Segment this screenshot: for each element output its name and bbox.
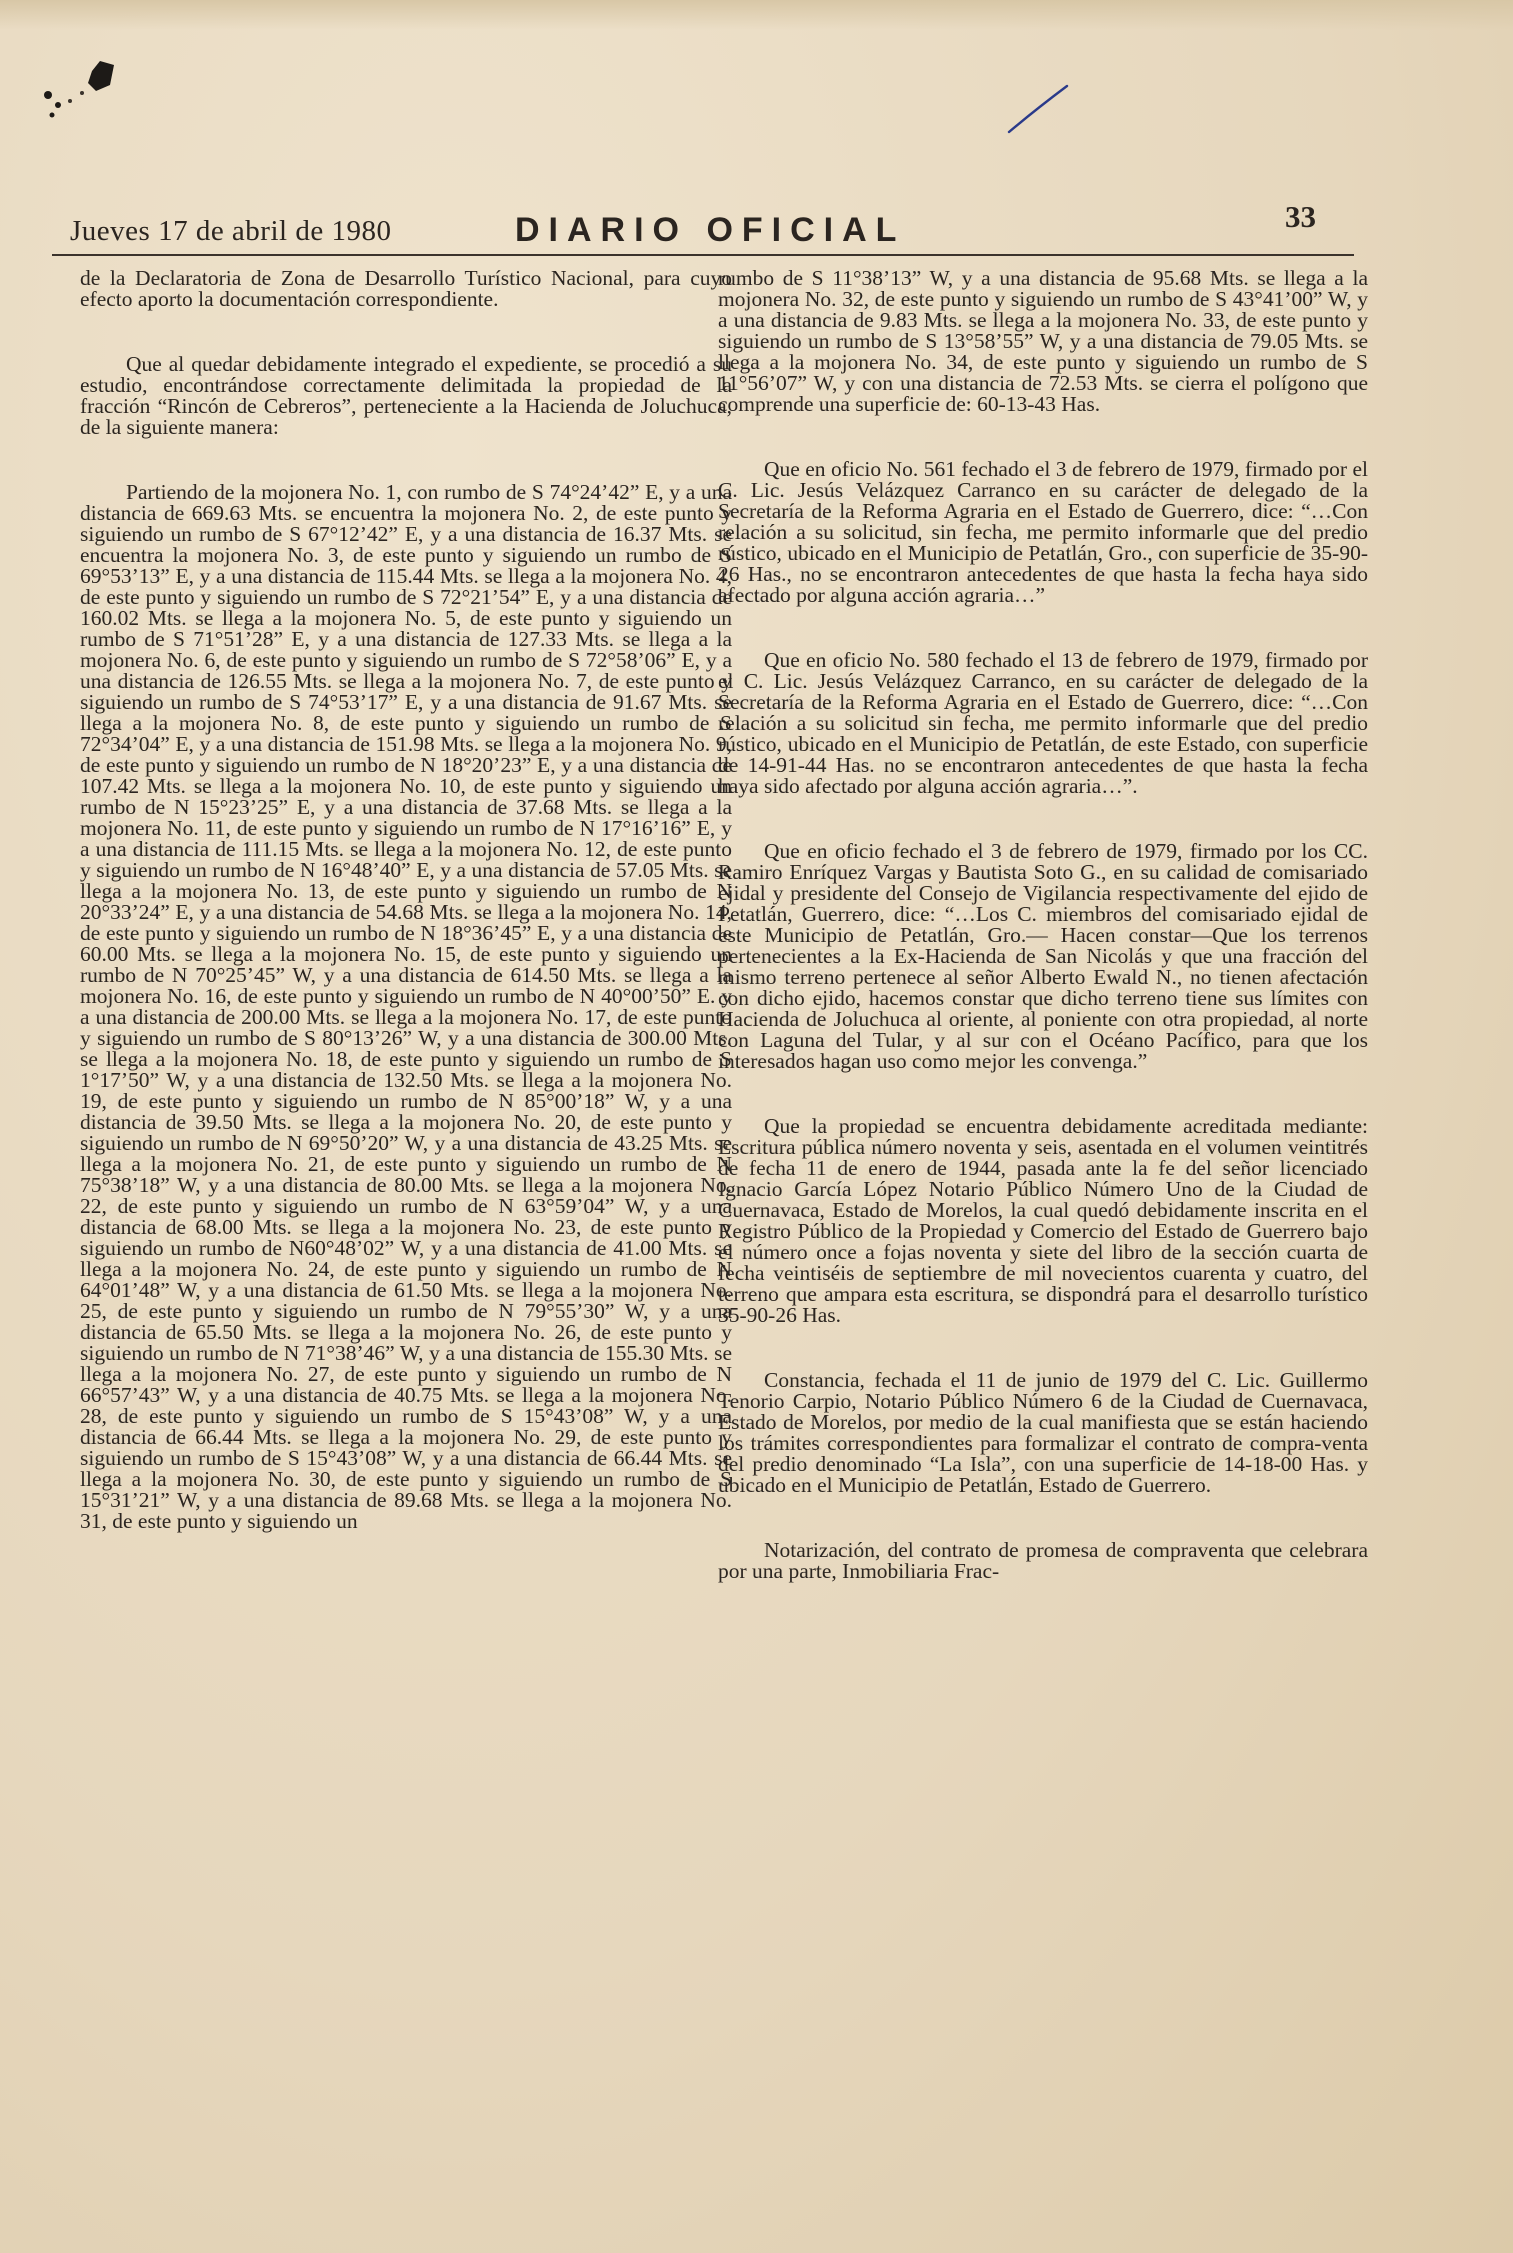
paragraph: Que en oficio No. 580 fechado el 13 de febrero de 1979, firmado por el C. Lic. Jesús Velázquez Carranco, en su carácter de delegado de la Secretaría de la Reforma Agraria en el Estado de Guerrero, dice: “…Con relación a su solicitud sin fecha, me permito informarle que del predio rústico, ubicado en el Municipio de Petatlán, de este Estado, con superficie de 14-91-44 Has. no se encontraron antecedentes de que hasta la fecha haya sido afectado por alguna acción agraria…”. xyxy=(718,648,1368,798)
page-edge xyxy=(0,0,1513,30)
ink-blot-mark xyxy=(30,55,140,135)
paragraph: Que en oficio No. 561 fechado el 3 de febrero de 1979, firmado por el C. Lic. Jesús Velázquez Carranco en su carácter de delegado de la Secretaría de la Reforma Agraria en el Estado de Guerrero, dice: “…Con relación a su solicitud, sin fecha, me permito informarle que del predio rústico, ubicado en el Municipio de Petatlán, Gro., con superficie de 35-90-26 Has., no se encontraron antecedentes de que hasta la fecha haya sido afectado por alguna acción agraria…” xyxy=(718,457,1368,607)
header-date: Jueves 17 de abril de 1980 xyxy=(70,215,392,247)
paragraph: Partiendo de la mojonera No. 1, con rumbo de S 74°24’42” E, y a una distancia de 669.63 Mts. se encuentra la mojonera No. 2, de este punto y siguiendo un rumbo de S 67°12’42” E, y a una distancia de 16.37 Mts. se encuentra la mojonera No. 3, de este punto y siguiendo un rumbo de S 69°53’13” E, y a una distancia de 115.44 Mts. se llega a la mojonera No. 4, de este punto y siguiendo un rumbo de S 72°21’54” E, y a una distancia de 160.02 Mts. se llega a la mojonera No. 5, de este punto y siguiendo un rumbo de S 71°51’28” E, y a una distancia de 127.33 Mts. se llega a la mojonera No. 6, de este punto y siguiendo un rumbo de S 72°58’06” E, y a una distancia de 126.55 Mts. se llega a la mojonera No. 7, de este punto y siguiendo un rumbo de S 74°53’17” E, y a una distancia de 91.67 Mts. se llega a la mojonera No. 8, de este punto y siguiendo un rumbo de S 72°34’04” E, y a una distancia de 151.98 Mts. se llega a la mojonera No. 9, de este punto y siguiendo un rumbo de N 18°20’23” E, y a una distancia de 107.42 Mts. se llega a la mojonera No. 10, de este punto y siguiendo un rumbo de N 15°23’25” E, y a una distancia de 37.68 Mts. se llega a la mojonera No. 11, de este punto y siguiendo un rumbo de N 17°16’16” E, y a una distancia de 111.15 Mts. se llega a la mojonera No. 12, de este punto y siguiendo un rumbo de N 16°48’40” E, y a una distancia de 57.05 Mts. se llega a la mojonera No. 13, de este punto y siguiendo un rumbo de N 20°33’24” E, y a una distancia de 54.68 Mts. se llega a la mojonera No. 14, de este punto y siguiendo un rumbo de N 18°36’45” E, y a una distancia de 60.00 Mts. se llega a la mojonera No. 15, de este punto y siguiendo un rumbo de N 70°25’45” W, y a una distancia de 614.50 Mts. se llega a la mojonera No. 16, de este punto y siguiendo un rumbo de N 40°00’50” E. y a una distancia de 200.00 Mts. se llega a la mojonera No. 17, de este punto y siguiendo un rumbo de S 80°13’26” W, y a una distancia de 300.00 Mts. se llega a la mojonera No. 18, de este punto y siguiendo un rumbo de S 1°17’50” W, y a una distancia de 132.50 Mts. se llega a la mojonera No. 19, de este punto y siguiendo un rumbo de N 85°00’18” W, y a una distancia de 39.50 Mts. se llega a la mojonera No. 20, de este punto y siguiendo un rumbo de N 69°50’20” W, y a una distancia de 43.25 Mts. se llega a la mojonera No. 21, de este punto y siguiendo un rumbo de N 75°38’18” W, y a una distancia de 80.00 Mts. se llega a la mojonera No. 22, de este punto y siguiendo un rumbo de N 63°59’04” W, y a una distancia de 68.00 Mts. se llega a la mojonera No. 23, de este punto y siguiendo un rumbo de N60°48’02” W, y a una distancia de 41.00 Mts. se llega a la mojonera No. 24, de este punto y siguiendo un rumbo de N 64°01’48” W, y a una distancia de 61.50 Mts. se llega a la mojonera No. 25, de este punto y siguiendo un rumbo de N 79°55’30” W, y a una distancia de 65.50 Mts. se llega a la mojonera No. 26, de este punto y siguiendo un rumbo de N 71°38’46” W, y a una distancia de 155.30 Mts. se llega a la mojonera No. 27, de este punto y siguiendo un rumbo de N 66°57’43” W, y a una distancia de 40.75 Mts. se llega a la mojonera No. 28, de este punto y siguiendo un rumbo de S 15°43’08” W, y a una distancia de 66.44 Mts. se llega a la mojonera No. 29, de este punto y siguiendo un rumbo de S 15°43’08” W, y a una distancia de 66.44 Mts. se llega a la mojonera No. 30, de este punto y siguiendo un rumbo de S 15°31’21” W, y a una distancia de 89.68 Mts. se llega a la mojonera No. 31, de este punto y siguiendo un xyxy=(80,480,732,1533)
paragraph: Que en oficio fechado el 3 de febrero de 1979, firmado por los CC. Ramiro Enríquez Vargas y Bautista Soto G., en su calidad de comisariado ejidal y presidente del Consejo de Vigilancia respectivamente del ejido de Petatlán, Guerrero, dice: “…Los C. miembros del comisariado ejidal de este Municipio de Petatlán, Gro.— Hacen constar—Que los terrenos pertenecientes a la Ex-Hacienda de San Nicolás y que una fracción del mismo terreno pertenece al señor Alberto Ewald N., no tienen afectación con dicho ejido, hacemos constar que dicho terreno tiene sus límites con Hacienda de Joluchuca al oriente, al poniente con otra propiedad, al norte con Laguna del Tular, y al sur con el Océano Pacífico, para que los interesados hagan uso como mejor les convenga.” xyxy=(718,839,1368,1073)
paragraph: Que al quedar debidamente integrado el expediente, se procedió a su estudio, encontrándose correctamente delimitada la propiedad de la fracción “Rincón de Cebreros”, perteneciente a la Hacienda de Joluchuca, de la siguiente manera: xyxy=(80,352,732,439)
paragraph: rumbo de S 11°38’13” W, y a una distancia de 95.68 Mts. se llega a la mojonera No. 32, de este punto y siguiendo un rumbo de S 43°41’00” W, y a una distancia de 9.83 Mts. se llega a la mojonera No. 33, de este punto y siguiendo un rumbo de S 13°58’55” W, y a una distancia de 79.05 Mts. se llega a la mojonera No. 34, de este punto y siguiendo un rumbo de S 11°56’07” W, y con una distancia de 72.53 Mts. se cierra el polígono que comprende una superficie de: 60-13-43 Has. xyxy=(718,266,1368,416)
paragraph: Notarización, del contrato de promesa de compraventa que celebrara por una parte, Inmobiliaria Frac- xyxy=(718,1538,1368,1583)
page-header xyxy=(70,199,1350,255)
publication-title: DIARIO OFICIAL xyxy=(515,211,906,249)
pen-stroke-mark xyxy=(1005,80,1075,140)
left-column xyxy=(80,268,732,1576)
right-column xyxy=(718,268,1368,1626)
header-rule xyxy=(52,254,1354,256)
paragraph: Constancia, fechada el 11 de junio de 1979 del C. Lic. Guillermo Tenorio Carpio, Notario Público Número 6 de la Ciudad de Cuernavaca, Estado de Morelos, por medio de la cual manifiesta que se están haciendo los trámites correspondientes para formalizar el contrato de compra-venta del predio denominado “La Isla”, con una superficie de 14-18-00 Has. y ubicado en el Municipio de Petatlán, Estado de Guerrero. xyxy=(718,1368,1368,1497)
paragraph: de la Declaratoria de Zona de Desarrollo Turístico Nacional, para cuyo efecto aporto la documentación correspondiente. xyxy=(80,266,732,311)
paragraph: Que la propiedad se encuentra debidamente acreditada mediante: Escritura pública número noventa y seis, asentada en el volumen veintitrés de fecha 11 de enero de 1944, pasada ante la fe del señor licenciado Ignacio García López Notario Público Número Uno de la Ciudad de Cuernavaca, Estado de Morelos, la cual quedó debidamente inscrita en el Registro Público de la Propiedad y Comercio del Estado de Guerrero bajo el número once a fojas noventa y siete del libro de la sección cuarta de fecha veintiséis de septiembre de mil novecientos cuarenta y cuatro, del terreno que ampara esta escritura, se dispondrá para el desarrollo turístico 35-90-26 Has. xyxy=(718,1114,1368,1327)
page-number: 33 xyxy=(1285,199,1316,234)
